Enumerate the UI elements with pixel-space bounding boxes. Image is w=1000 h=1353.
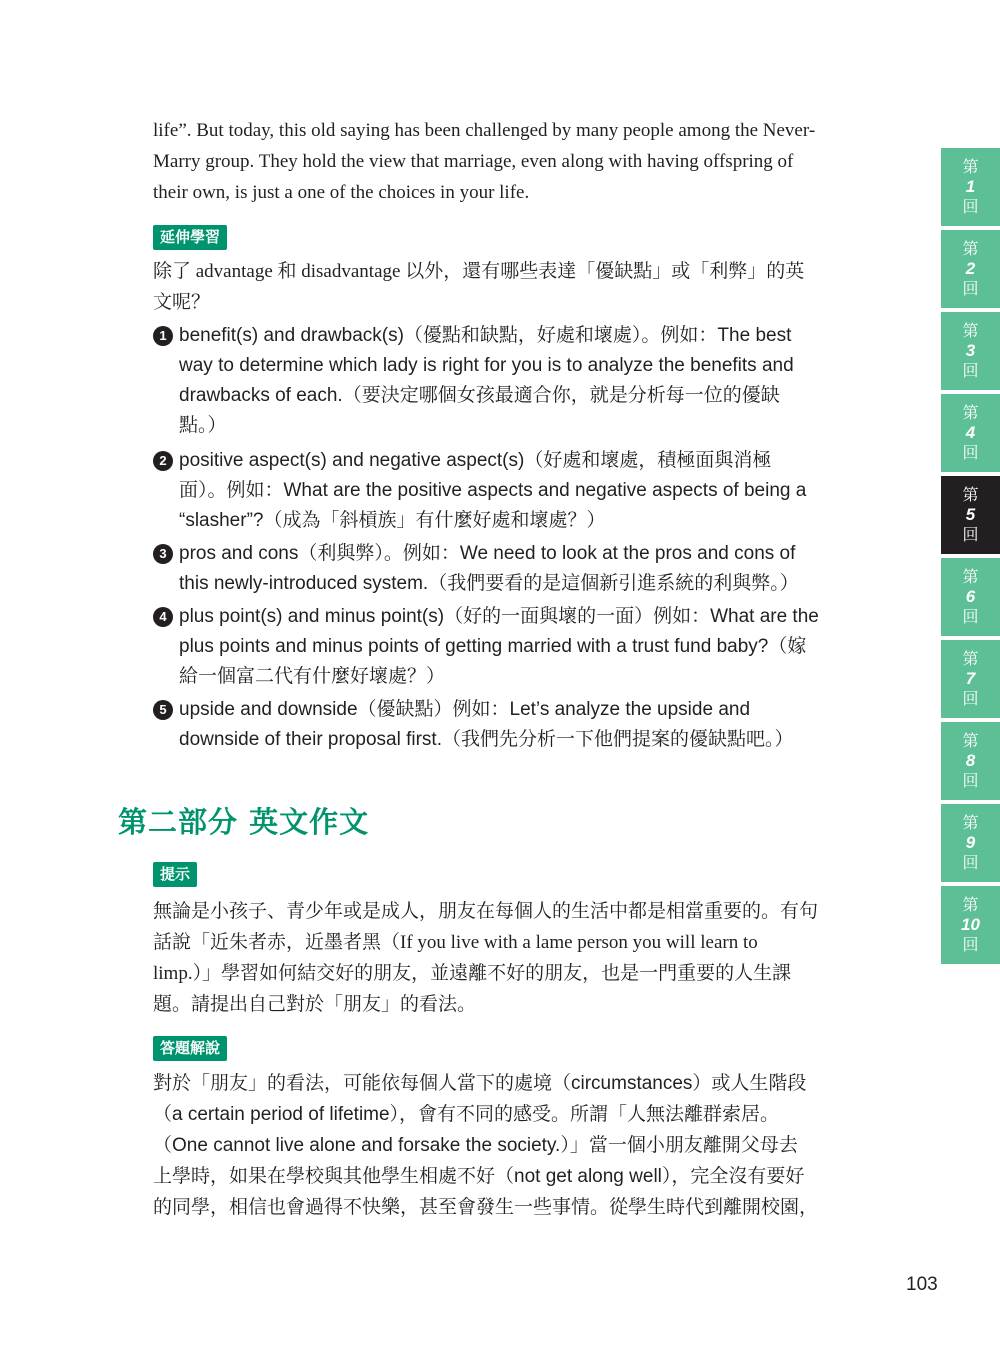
- answer-line: 對於「朋友」的看法，可能依每個人當下的處境（circumstances）或人生階段: [153, 1073, 807, 1094]
- hint-line: 題。請提出自己對於「朋友」的看法。: [153, 994, 477, 1015]
- answer-line: （One cannot live alone and forsake the society.）」當一個小朋友離開父母去: [153, 1135, 798, 1156]
- item-number-icon: 4: [153, 607, 173, 627]
- answer-line: （a certain period of lifetime），會有不同的感受。所謂「人無法離群索居。: [153, 1104, 780, 1125]
- item-line: drawbacks of each.（要決定哪個女孩最適合你，就是分析每一位的優缺: [179, 385, 780, 406]
- extension-question-line: 除了 advantage 和 disadvantage 以外，還有哪些表達「優缺點」或「利弊」的英: [153, 261, 805, 282]
- chapter-tab-6[interactable]: 第 6 回: [941, 558, 1000, 636]
- item-line: “slasher”?（成為「斜槓族」有什麼好處和壞處？）: [179, 510, 606, 531]
- item-line: positive aspect(s) and negative aspect(s)（好處和壞處，積極面與消極: [179, 450, 772, 471]
- item-line: 點。）: [179, 415, 227, 436]
- item-number-icon: 1: [153, 326, 173, 346]
- hint-badge: 提示: [153, 862, 197, 887]
- extension-question-line: 文呢？: [153, 292, 211, 313]
- item-line: this newly-introduced system.（我們要看的是這個新引進系統的利與弊。）: [179, 573, 799, 594]
- chapter-tab-2[interactable]: 第 2 回: [941, 230, 1000, 308]
- extension-badge: 延伸學習: [153, 225, 227, 250]
- extension-item-4: [153, 602, 883, 692]
- item-line: upside and downside（優缺點）例如：Let’s analyze the upside and: [179, 699, 751, 720]
- item-line: pros and cons（利與弊）。例如：We need to look at the pros and cons of: [179, 543, 796, 564]
- hint-line: limp.）」學習如何結交好的朋友，並遠離不好的朋友，也是一門重要的人生課: [153, 963, 792, 984]
- item-line: plus points and minus points of getting married with a trust fund baby?（嫁: [179, 636, 807, 657]
- extension-item-5: [153, 695, 883, 755]
- chapter-tabs: [941, 148, 1000, 968]
- chapter-tab-9[interactable]: 第 9 回: [941, 804, 1000, 882]
- hint-paragraph: [153, 896, 883, 1020]
- answer-badge: 答題解說: [153, 1036, 227, 1061]
- extension-item-1: [153, 321, 883, 441]
- extension-question: [153, 256, 883, 318]
- item-number-icon: 5: [153, 700, 173, 720]
- chapter-tab-3[interactable]: 第 3 回: [941, 312, 1000, 390]
- chapter-tab-10[interactable]: 第 10 回: [941, 886, 1000, 964]
- intro-line: life”. But today, this old saying has been challenged by many people among the Never-: [153, 120, 816, 141]
- section-heading: 第二部分 英文作文: [118, 805, 370, 839]
- hint-line: 話說「近朱者赤，近墨者黑（If you live with a lame person you will learn to: [153, 932, 758, 953]
- item-number-icon: 2: [153, 451, 173, 471]
- item-line: 面）。例如：What are the positive aspects and negative aspects of being a: [179, 480, 807, 501]
- extension-item-2: [153, 446, 883, 536]
- answer-line: 上學時，如果在學校與其他學生相處不好（not get along well），完全沒有要好: [153, 1166, 805, 1187]
- chapter-tab-1[interactable]: 第 1 回: [941, 148, 1000, 226]
- chapter-tab-8[interactable]: 第 8 回: [941, 722, 1000, 800]
- chapter-tab-4[interactable]: 第 4 回: [941, 394, 1000, 472]
- answer-line: 的同學，相信也會過得不快樂，甚至會發生一些事情。從學生時代到離開校園，: [153, 1197, 819, 1218]
- item-line: downside of their proposal first.（我們先分析一下他們提案的優缺點吧。）: [179, 729, 794, 750]
- hint-line: 無論是小孩子、青少年或是成人，朋友在每個人的生活中都是相當重要的。有句: [153, 901, 819, 922]
- intro-paragraph: [153, 115, 883, 208]
- item-number-icon: 3: [153, 544, 173, 564]
- intro-line: their own, is just a one of the choices in your life.: [153, 182, 530, 203]
- item-line: plus point(s) and minus point(s)（好的一面與壞的一面）例如：What are the: [179, 606, 819, 627]
- chapter-tab-7[interactable]: 第 7 回: [941, 640, 1000, 718]
- answer-paragraph: [153, 1068, 883, 1223]
- item-line: benefit(s) and drawback(s)（優點和缺點，好處和壞處）。例如：The best: [179, 325, 792, 346]
- item-line: 給一個富二代有什麼好壞處？）: [179, 666, 446, 687]
- item-line: way to determine which lady is right for you is to analyze the benefits and: [179, 355, 794, 376]
- intro-line: Marry group. They hold the view that marriage, even along with having offspring of: [153, 151, 794, 172]
- page-number: 103: [906, 1274, 938, 1295]
- chapter-tab-5[interactable]: 第 5 回: [941, 476, 1000, 554]
- extension-item-3: [153, 539, 883, 599]
